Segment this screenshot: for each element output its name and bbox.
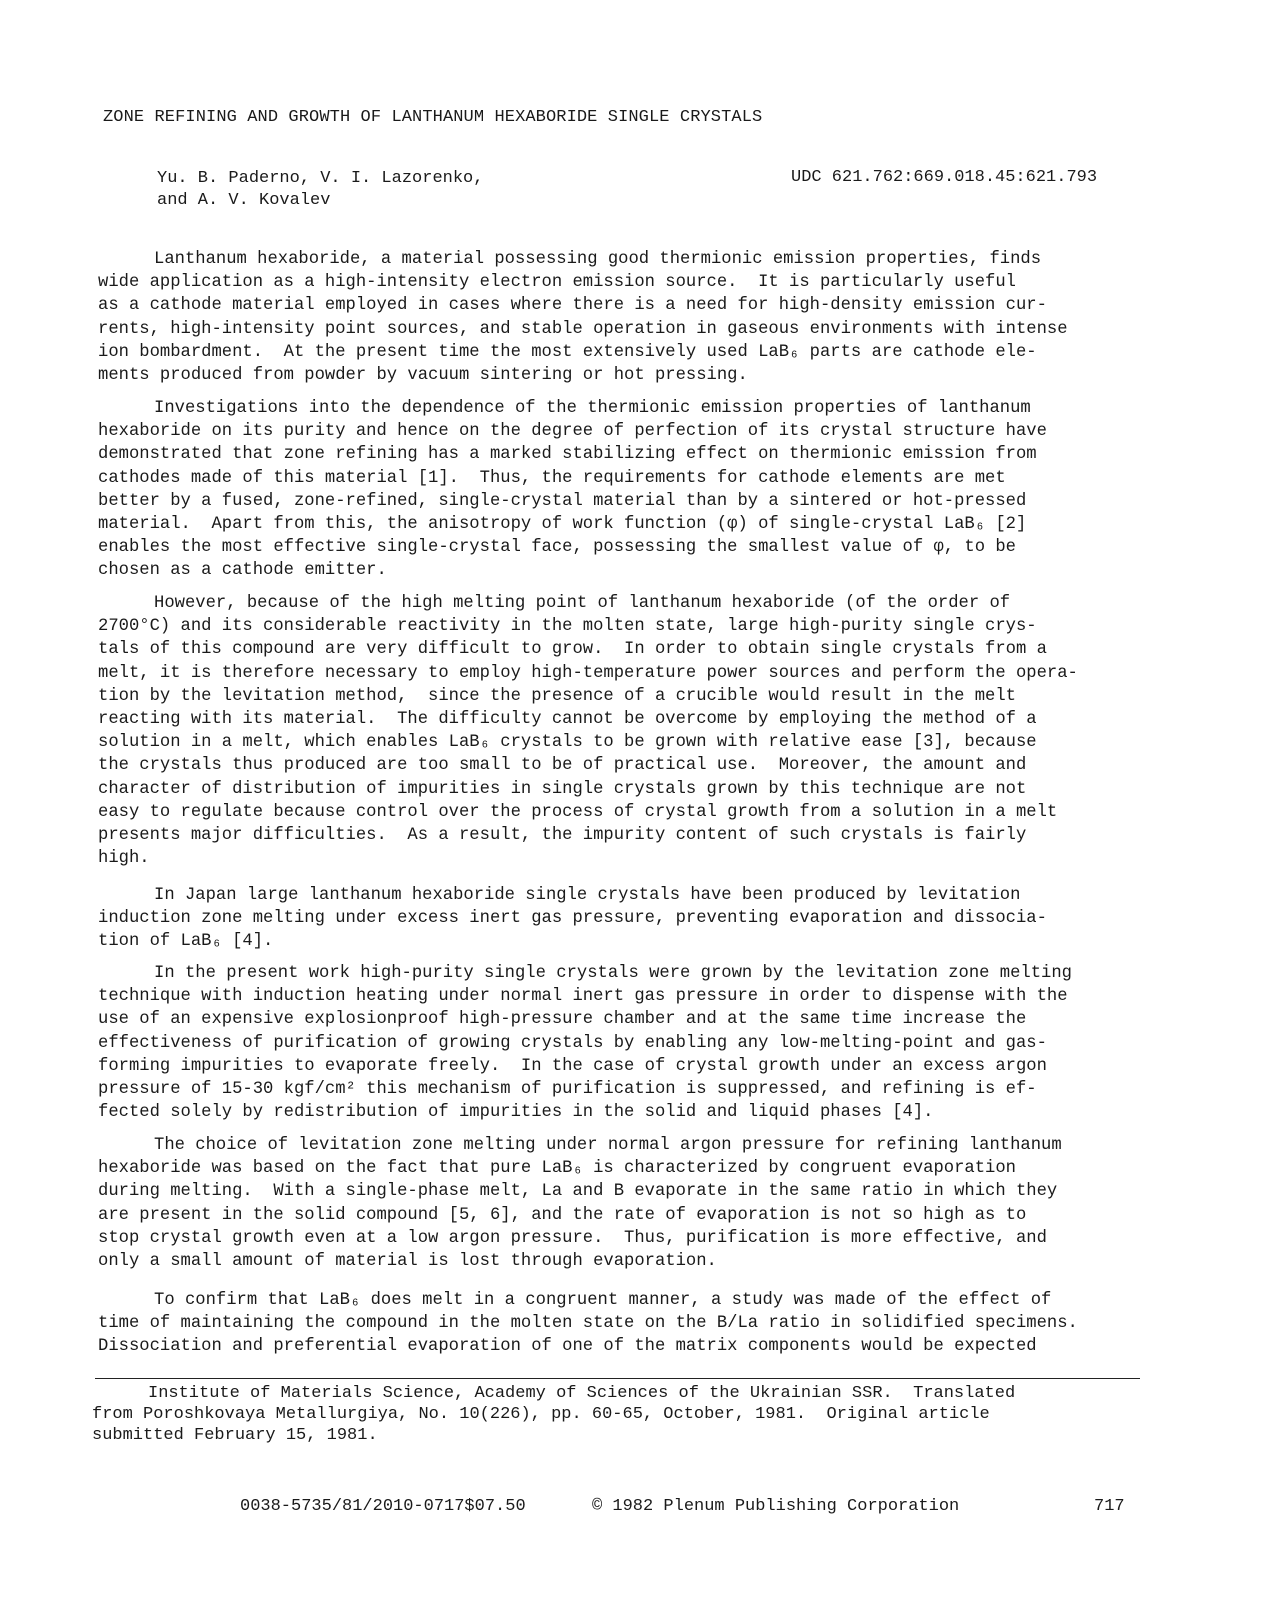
paragraph [98, 592, 1173, 870]
text-line: In Japan large lanthanum hexaboride single crystals have been produced by levitation [154, 886, 1021, 905]
text-line: hexaboride was based on the fact that pure LaB₆ is characterized by congruent evaporation [98, 1159, 1016, 1179]
text-line: easy to regulate because control over the process of crystal growth from a solution in a melt [98, 802, 1058, 822]
text-line: chosen as a cathode emitter. [98, 561, 387, 581]
paragraph [98, 884, 1173, 954]
text-line: tion by the levitation method, since the presence of a crucible would result in the melt [98, 686, 1016, 706]
text-line: fected solely by redistribution of impurities in the solid and liquid phases [4]. [98, 1103, 934, 1123]
text-line: time of maintaining the compound in the molten state on the B/La ratio in solidified specimens. [98, 1314, 1078, 1334]
text-line: only a small amount of material is lost through evaporation. [98, 1252, 717, 1272]
text-line: Lanthanum hexaboride, a material possessing good thermionic emission properties, finds [154, 250, 1042, 269]
footnote-line: from Poroshkovaya Metallurgiya, No. 10(226), pp. 60-65, October, 1981. Original article [92, 1405, 990, 1424]
paragraph [98, 1289, 1173, 1359]
text-line: forming impurities to evaporate freely. In the case of crystal growth under an excess argon [98, 1056, 1047, 1076]
author-line: Yu. B. Paderno, V. I. Lazorenko, [157, 169, 484, 188]
udc-code: UDC 621.762:669.018.45:621.793 [791, 168, 1098, 187]
article-title: ZONE REFINING AND GROWTH OF LANTHANUM HEXABORIDE SINGLE CRYSTALS [103, 108, 763, 127]
text-line: during melting. With a single-phase melt, La and B evaporate in the same ratio in which they [98, 1182, 1058, 1202]
publication-code: 0038-5735/81/2010-0717$07.50 [240, 1497, 526, 1516]
paragraph [98, 962, 1173, 1124]
footnote [92, 1383, 1015, 1446]
text-line: Dissociation and preferential evaporation of one of the matrix components would be expected [98, 1337, 1037, 1357]
text-line: cathodes made of this material [1]. Thus, the requirements for cathode elements are met [98, 468, 1006, 488]
text-line: presents major difficulties. As a result, the impurity content of such crystals is fairly [98, 826, 1027, 846]
text-line: the crystals thus produced are too small to be of practical use. Moreover, the amount and [98, 756, 1027, 776]
text-line: pressure of 15-30 kgf/cm² this mechanism of purification is suppressed, and refining is ef- [98, 1080, 1037, 1100]
footnote-line: submitted February 15, 1981. [92, 1426, 378, 1445]
text-line: The choice of levitation zone melting under normal argon pressure for refining lanthanum [154, 1136, 1062, 1155]
text-line: hexaboride on its purity and hence on the degree of perfection of its crystal structure have [98, 422, 1047, 442]
text-line: demonstrated that zone refining has a marked stabilizing effect on thermionic emission from [98, 445, 1037, 465]
text-line: rents, high-intensity point sources, and stable operation in gaseous environments with intense [98, 319, 1068, 339]
footnote-line: Institute of Materials Science, Academy of Sciences of the Ukrainian SSR. Translated [148, 1384, 1016, 1403]
text-line: material. Apart from this, the anisotropy of work function (φ) of single-crystal LaB₆ [2] [98, 515, 1027, 535]
paragraph [98, 397, 1173, 583]
text-line: ion bombardment. At the present time the most extensively used LaB₆ parts are cathode ele- [98, 342, 1037, 362]
text-line: stop crystal growth even at a low argon pressure. Thus, purification is more effective, and [98, 1228, 1047, 1248]
text-line: better by a fused, zone-refined, single-crystal material than by a sintered or hot-pressed [98, 491, 1027, 511]
text-line: In the present work high-purity single crystals were grown by the levitation zone melting [154, 964, 1072, 983]
copyright-notice: © 1982 Plenum Publishing Corporation [592, 1497, 960, 1516]
text-line: solution in a melt, which enables LaB₆ crystals to be grown with relative ease [3], because [98, 733, 1037, 753]
text-line: 2700°C) and its considerable reactivity in the molten state, large high-purity single crys- [98, 617, 1037, 637]
text-line: use of an expensive explosionproof high-pressure chamber and at the same time increase the [98, 1010, 1027, 1030]
text-line: To confirm that LaB₆ does melt in a congruent manner, a study was made of the effect of [154, 1291, 1052, 1310]
text-line: enables the most effective single-crystal face, possessing the smallest value of φ, to be [98, 538, 1016, 558]
text-line: ments produced from powder by vacuum sintering or hot pressing. [98, 366, 748, 386]
author-line: and A. V. Kovalev [157, 191, 331, 210]
text-line: tals of this compound are very difficult to grow. In order to obtain single crystals from a [98, 640, 1047, 660]
text-line: tion of LaB₆ [4]. [98, 932, 274, 952]
page-number: 717 [1094, 1497, 1125, 1516]
footnote-divider [95, 1378, 1140, 1379]
text-line: technique with induction heating under normal inert gas pressure in order to dispense with the [98, 987, 1068, 1007]
paragraph [98, 248, 1173, 387]
text-line: wide application as a high-intensity electron emission source. It is particularly useful [98, 273, 1016, 293]
author-list [157, 168, 483, 212]
text-line: Investigations into the dependence of the thermionic emission properties of lanthanum [154, 399, 1031, 418]
text-line: However, because of the high melting point of lanthanum hexaboride (of the order of [154, 594, 1011, 613]
text-line: effectiveness of purification of growing crystals by enabling any low-melting-point and gas- [98, 1033, 1047, 1053]
paragraph [98, 1134, 1173, 1273]
text-line: as a cathode material employed in cases where there is a need for high-density emission cur- [98, 296, 1047, 316]
text-line: induction zone melting under excess inert gas pressure, preventing evaporation and dissocia- [98, 909, 1047, 929]
text-line: high. [98, 849, 150, 869]
text-line: character of distribution of impurities in single crystals grown by this technique are not [98, 779, 1027, 799]
text-line: melt, it is therefore necessary to employ high-temperature power sources and perform the opera- [98, 663, 1078, 683]
text-line: are present in the solid compound [5, 6], and the rate of evaporation is not so high as to [98, 1205, 1027, 1225]
text-line: reacting with its material. The difficulty cannot be overcome by employing the method of a [98, 710, 1037, 730]
